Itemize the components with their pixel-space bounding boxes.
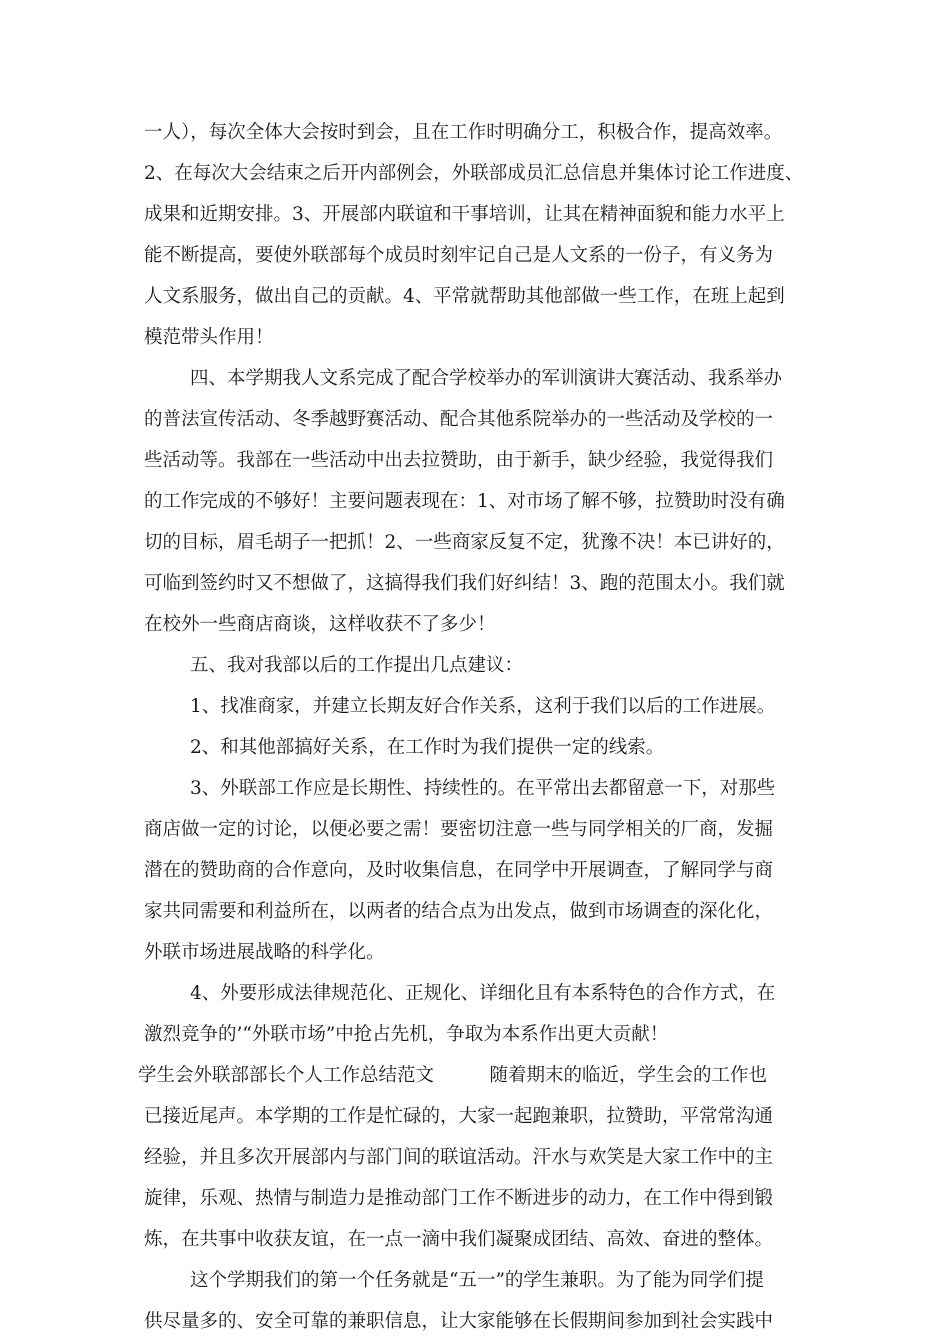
text-line-6: 模范带头作用！ [144, 327, 274, 348]
text-line-21: 外联市场进展战略的科学化。 [144, 942, 385, 963]
text-line-19: 潜在的赞助商的合作意向，及时收集信息，在同学中开展调查，了解同学与商 [144, 860, 774, 881]
text-line-30: 供尽量多的、安全可靠的兼职信息，让大家能够在长假期间参加到社会实践中 [144, 1311, 774, 1332]
text-line-27: 旋律，乐观、热情与制造力是推动部门工作不断进步的动力，在工作中得到锻 [144, 1188, 774, 1209]
text-line-3: 成果和近期安排。3、开展部内联谊和干事培训，让其在精神面貌和能力水平上 [144, 204, 785, 225]
text-line-18: 商店做一定的讨论，以便必要之需！要密切注意一些与同学相关的厂商，发掘 [144, 819, 774, 840]
suggestion-3: 3、外联部工作应是长期性、持续性的。在平常出去都留意一下，对那些 [190, 778, 776, 799]
text-line-5: 人文系服务，做出自己的贡献。4、平常就帮助其他部做一些工作，在班上起到 [144, 286, 785, 307]
text-line-12: 可临到签约时又不想做了，这搞得我们我们好纠结！3、跑的范围太小。我们就 [144, 573, 785, 594]
text-line-4: 能不断提高，要使外联部每个成员时刻牢记自己是人文系的一份子，有义务为 [144, 245, 774, 266]
suggestion-2: 2、和其他部搞好关系，在工作时为我们提供一定的线索。 [190, 737, 665, 758]
suggestion-4: 4、外要形成法律规范化、正规化、详细化且有本系特色的合作方式，在 [190, 983, 776, 1004]
text-line-20: 家共同需要和利益所在，以两者的结合点为出发点，做到市场调查的深化化， [144, 901, 774, 922]
text-line-11: 切的目标，眉毛胡子一把抓！2、一些商家反复不定，犹豫不决！本已讲好的， [144, 532, 785, 553]
text-line-25: 已接近尾声。本学期的工作是忙碌的，大家一起跑兼职，拉赞助，平常常沟通 [144, 1106, 774, 1127]
text-line-26: 经验，并且多次开展部内与部门间的联谊活动。汗水与欢笑是大家工作中的主 [144, 1147, 774, 1168]
text-line-28: 炼，在共事中收获友谊，在一点一滴中我们凝聚成团结、高效、奋进的整体。 [144, 1229, 774, 1250]
text-line-13: 在校外一些商店商谈，这样收获不了多少！ [144, 614, 496, 635]
text-line-10: 的工作完成的不够好！主要问题表现在：1、对市场了解不够，拉赞助时没有确 [144, 491, 785, 512]
section-five-heading: 五、我对我部以后的工作提出几点建议： [190, 655, 524, 676]
text-line-2: 2、在每次大会结束之后开内部例会，外联部成员汇总信息并集体讨论工作进度、 [144, 163, 804, 184]
suggestion-1: 1、找准商家，并建立长期友好合作关系，这利于我们以后的工作进展。 [190, 696, 776, 717]
text-line-8: 的普法宣传活动、冬季越野赛活动、配合其他系院举办的一些活动及学校的一 [144, 409, 774, 430]
text-line-29: 这个学期我们的第一个任务就是“五一”的学生兼职。为了能为同学们提 [190, 1270, 764, 1291]
text-line-23: 激烈竞争的’“外联市场”中抢占先机，争取为本系作出更大贡献！ [144, 1024, 669, 1045]
text-line-1: 一人），每次全体大会按时到会，且在工作时明确分工，积极合作，提高效率。 [144, 122, 783, 143]
section-four-heading: 四、本学期我人文系完成了配合学校举办的军训演讲大赛活动、我系举办 [190, 368, 783, 389]
summary-title-line: 学生会外联部部长个人工作总结范文 随着期末的临近，学生会的工作也 [138, 1065, 768, 1086]
text-line-9: 些活动等。我部在一些活动中出去拉赞助，由于新手，缺少经验，我觉得我们 [144, 450, 774, 471]
